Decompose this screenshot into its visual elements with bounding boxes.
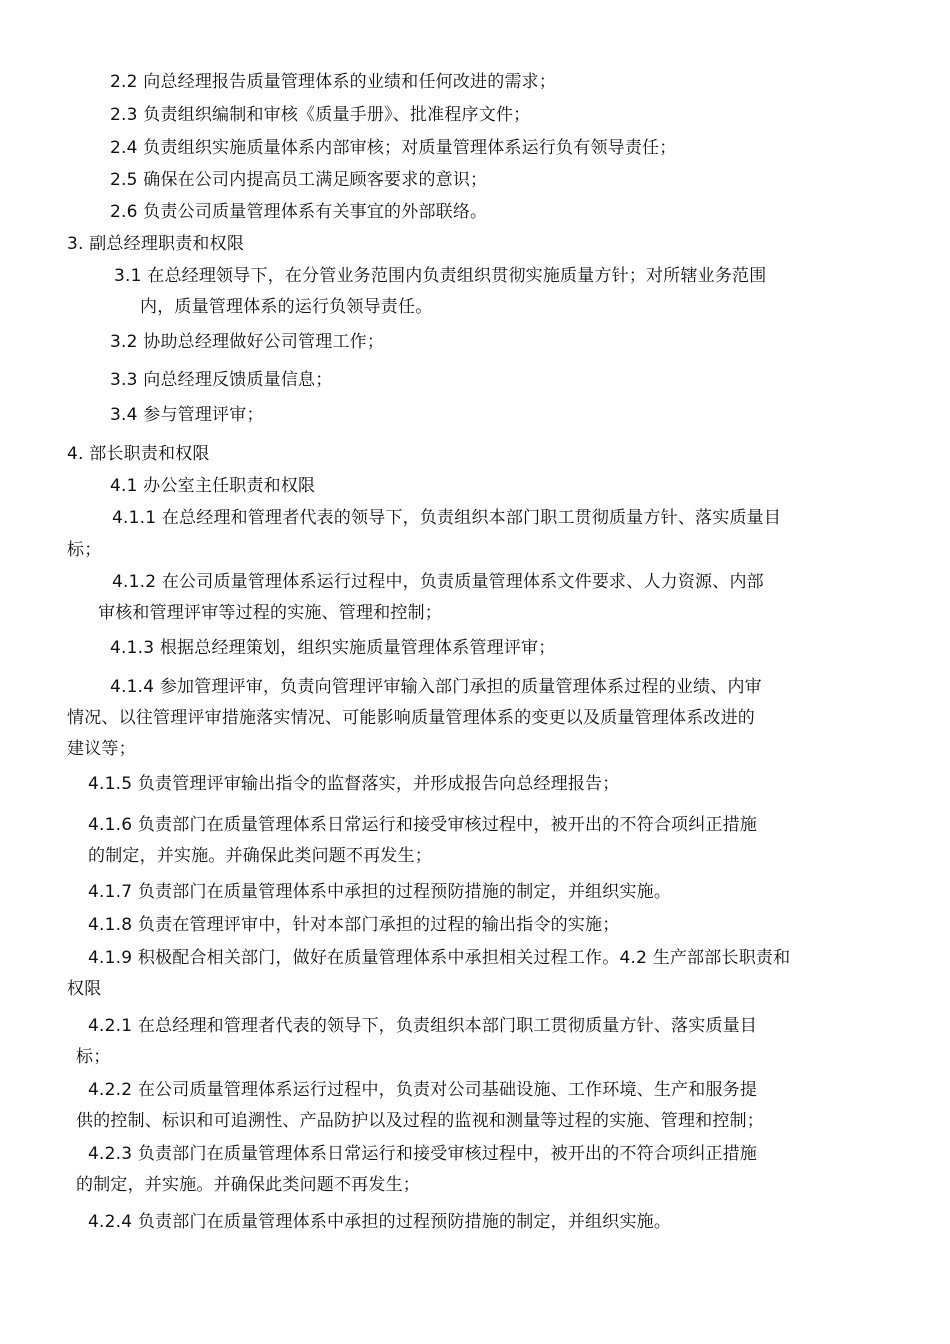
text-line: 4.1.7 负责部门在质量管理体系中承担的过程预防措施的制定，并组织实施。	[88, 882, 672, 902]
text-line: 4.1.6 负责部门在质量管理体系日常运行和接受审核过程中，被开出的不符合项纠正措施	[88, 815, 758, 835]
text-line: 标；	[76, 1047, 111, 1067]
text-line: 4.1.1 在总经理和管理者代表的领导下，负责组织本部门职工贯彻质量方针、落实质量目	[112, 508, 782, 528]
text-line: 标；	[67, 540, 102, 560]
text-line: 4.1.2 在公司质量管理体系运行过程中，负责质量管理体系文件要求、人力资源、内部	[112, 572, 764, 592]
text-line: 4.2.4 负责部门在质量管理体系中承担的过程预防措施的制定，并组织实施。	[88, 1212, 672, 1232]
section-heading: 3. 副总经理职责和权限	[67, 234, 245, 254]
text-line: 权限	[67, 979, 102, 999]
text-line: 2.4 负责组织实施质量体系内部审核；对质量管理体系运行负有领导责任；	[110, 138, 677, 158]
text-line: 2.2 向总经理报告质量管理体系的业绩和任何改进的需求；	[110, 72, 557, 92]
text-line: 情况、以往管理评审措施落实情况、可能影响质量管理体系的变更以及质量管理体系改进的	[67, 708, 755, 728]
text-line: 的制定，并实施。并确保此类问题不再发生；	[88, 846, 432, 866]
text-line: 2.6 负责公司质量管理体系有关事宜的外部联络。	[110, 202, 488, 222]
text-line: 3.2 协助总经理做好公司管理工作；	[110, 332, 385, 352]
text-line: 4.1.9 积极配合相关部门，做好在质量管理体系中承担相关过程工作。4.2 生产部部长职责和	[88, 948, 791, 968]
text-line: 4.1.4 参加管理评审，负责向管理评审输入部门承担的质量管理体系过程的业绩、内审	[110, 677, 762, 697]
text-line: 4.2.2 在公司质量管理体系运行过程中，负责对公司基础设施、工作环境、生产和服务提	[88, 1080, 758, 1100]
text-line: 4.1.3 根据总经理策划，组织实施质量管理体系管理评审；	[110, 638, 556, 658]
text-line: 4.1.8 负责在管理评审中，针对本部门承担的过程的输出指令的实施；	[88, 915, 620, 935]
subsection-heading: 4.1 办公室主任职责和权限	[110, 476, 316, 496]
text-line: 3.1 在总经理领导下，在分管业务范围内负责组织贯彻实施质量方针；对所辖业务范围	[114, 266, 767, 286]
text-line: 建议等；	[67, 739, 136, 759]
text-line: 4.2.1 在总经理和管理者代表的领导下，负责组织本部门职工贯彻质量方针、落实质量目	[88, 1016, 758, 1036]
text-line: 的制定，并实施。并确保此类问题不再发生；	[76, 1175, 420, 1195]
text-line: 4.1.5 负责管理评审输出指令的监督落实，并形成报告向总经理报告；	[88, 774, 620, 794]
text-line: 3.4 参与管理评审；	[110, 405, 264, 425]
text-line: 内，质量管理体系的运行负领导责任。	[140, 297, 433, 317]
section-heading: 4. 部长职责和权限	[67, 444, 210, 464]
text-line: 3.3 向总经理反馈质量信息；	[110, 370, 333, 390]
text-line: 4.2.3 负责部门在质量管理体系日常运行和接受审核过程中，被开出的不符合项纠正措施	[88, 1144, 758, 1164]
text-line: 2.5 确保在公司内提高员工满足顾客要求的意识；	[110, 170, 488, 190]
text-line: 审核和管理评审等过程的实施、管理和控制；	[98, 603, 442, 623]
text-line: 2.3 负责组织编制和审核《质量手册》、批准程序文件；	[110, 105, 531, 125]
text-line: 供的控制、标识和可追溯性、产品防护以及过程的监视和测量等过程的实施、管理和控制；	[76, 1111, 764, 1131]
